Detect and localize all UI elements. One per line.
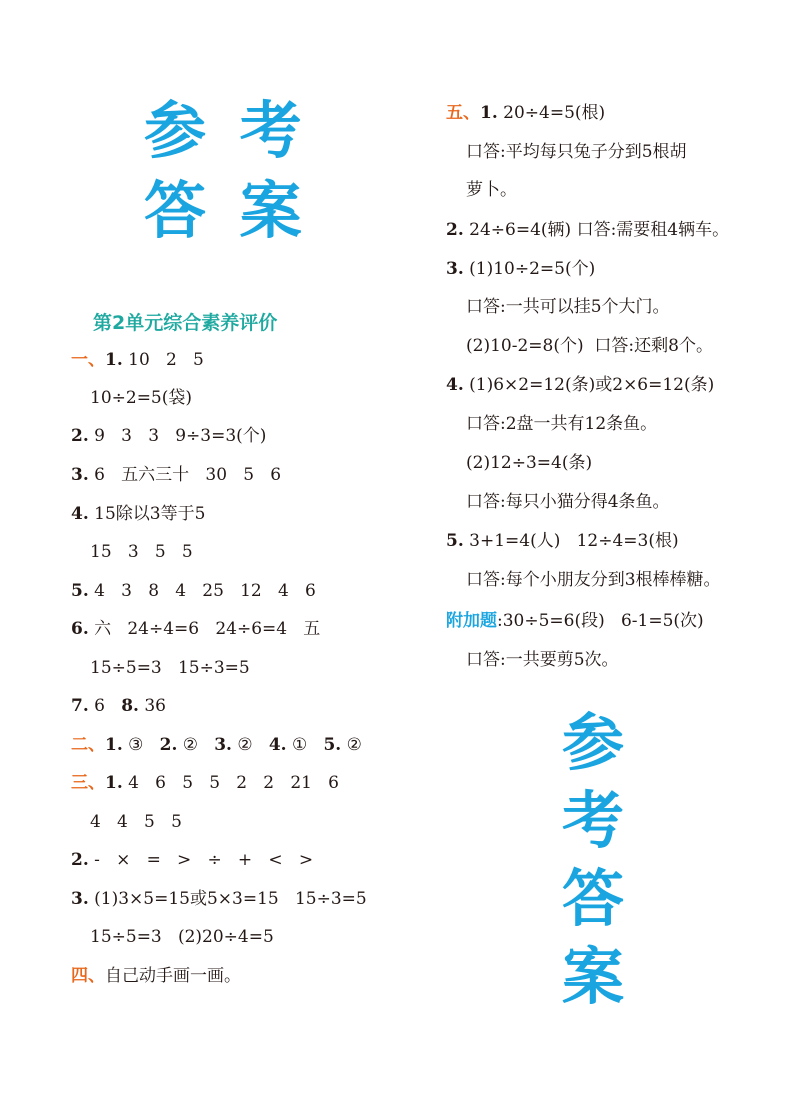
answer-text: ② [177,735,215,755]
item-number: 3. [71,465,89,485]
item-number: 5. [446,531,464,551]
answer-line: 口答:一共要剪5次。 [466,650,619,670]
answer-line [71,771,339,795]
answer-text: 36 [138,696,166,716]
answer-line [71,733,362,757]
answer-line: 口答:一共可以挂5个大门。 [466,297,670,317]
answer-line [71,617,320,641]
answer-text: (1)10÷2=5(个) [463,259,596,279]
answer-line [446,373,714,397]
answer-line [71,694,166,718]
answer-line [446,609,704,633]
item-number: 2. [159,735,178,755]
item-number: 1. [105,773,123,793]
heading-side-char: 考 [562,784,625,857]
item-number: 2. [71,850,89,870]
answer-line: (2)10-2=8(个) 口答:还剩8个。 [466,336,713,356]
item-number: 3. [446,259,464,279]
answer-line: 4 4 5 5 [90,812,182,832]
answer-line [71,887,367,911]
answer-text: ③ [122,735,160,755]
answer-line: 15÷5=3 (2)20÷4=5 [90,927,274,947]
answer-text: 24÷6=4(辆) 口答:需要租4辆车。 [463,220,730,240]
answer-text: ② [341,735,362,755]
answer-text: :30÷5=6(段) 6-1=5(次) [497,611,704,631]
answer-text: 3+1=4(人) 12÷4=3(根) [463,531,679,551]
item-number: 2. [71,426,89,446]
section-marker: 一、 [71,350,105,370]
section-marker: 五、 [446,103,480,123]
item-number: 6. [71,619,89,639]
answer-text: ① [286,735,324,755]
answer-line [71,424,266,448]
answer-line: 口答:平均每只兔子分到5根胡 [466,142,687,162]
answer-text: 15除以3等于5 [88,504,206,524]
answer-text: - × = > ÷ + < > [88,850,314,870]
answer-line: 萝卜。 [466,180,517,200]
item-number: 3. [71,889,89,909]
item-number: 8. [121,696,139,716]
item-number: 5. [71,581,89,601]
heading-top-line1: 参 考 [144,94,308,167]
item-number: 4. [268,735,287,755]
answer-line: (2)12÷3=4(条) [466,453,593,473]
answer-line [71,579,316,603]
section-title: 第2单元综合素养评价 [93,312,278,334]
heading-side-char: 参 [562,706,625,779]
answer-line: 10÷2=5(袋) [90,388,193,408]
answer-line [71,348,204,372]
section-marker: 三、 [71,773,105,793]
answer-line [71,502,205,526]
item-number: 5. [323,735,342,755]
answer-text: (1)3×5=15或5×3=15 15÷3=5 [88,889,367,909]
item-number: 4. [71,504,89,524]
answer-text: 9 3 3 9÷3=3(个) [88,426,267,446]
answer-line: 口答:每只小猫分得4条鱼。 [466,492,670,512]
heading-top-line2: 答 案 [144,174,308,247]
answer-line [446,529,679,553]
bonus-marker: 附加题 [446,611,497,631]
heading-side-char: 案 [562,940,625,1013]
answer-text: 6 五六三十 30 5 6 [88,465,282,485]
answer-line: 口答:每个小朋友分到3根棒棒糖。 [466,570,721,590]
item-number: 1. [480,103,498,123]
answer-text: (1)6×2=12(条)或2×6=12(条) [463,375,715,395]
answer-line [71,848,313,872]
answer-line [71,964,241,988]
item-number: 1. [105,735,123,755]
answer-text: 4 3 8 4 25 12 4 6 [88,581,316,601]
answer-line: 口答:2盘一共有12条鱼。 [466,414,658,434]
answer-text: 10 2 5 [122,350,204,370]
section-marker: 四、 [71,966,105,986]
answer-line [446,257,595,281]
item-number: 7. [71,696,89,716]
section-marker: 二、 [71,735,105,755]
answer-line [446,218,729,242]
item-number: 1. [105,350,123,370]
answer-text: 六 24÷4=6 24÷6=4 五 [88,619,321,639]
answer-text: 自己动手画一画。 [105,966,241,986]
answer-text: 20÷4=5(根) [497,103,606,123]
answer-line: 15÷5=3 15÷3=5 [90,658,250,678]
answer-text: ② [231,735,269,755]
answer-line: 15 3 5 5 [90,542,193,562]
item-number: 2. [446,220,464,240]
item-number: 3. [214,735,232,755]
heading-side-char: 答 [562,862,625,935]
item-number: 4. [446,375,464,395]
answer-line [446,101,605,125]
answer-text: 4 6 5 5 2 2 21 6 [122,773,339,793]
answer-text: 6 [88,696,122,716]
answer-line [71,463,281,487]
